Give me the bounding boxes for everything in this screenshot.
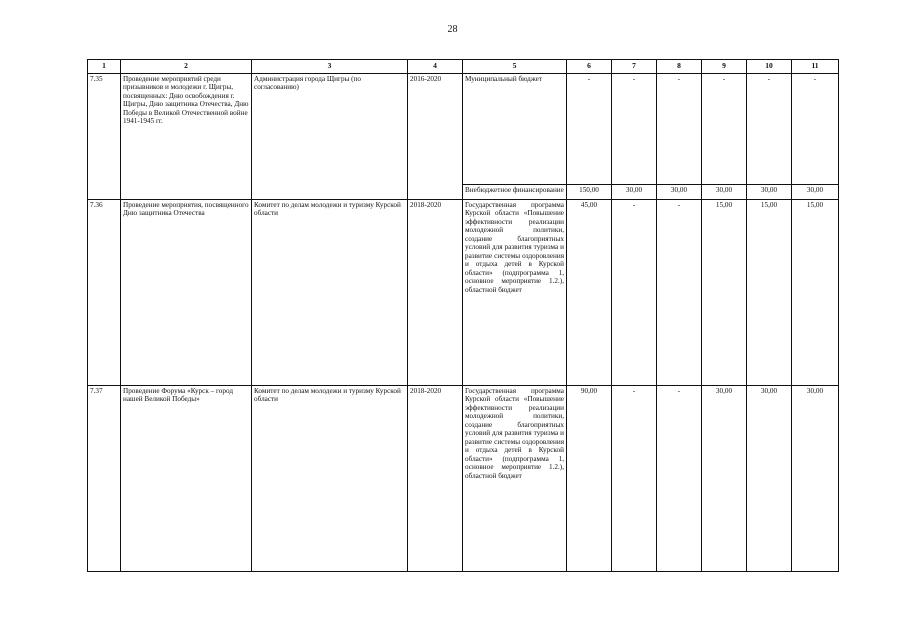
table-row xyxy=(88,386,839,572)
col-header: 10 xyxy=(747,60,792,74)
value-cell: 30,00 xyxy=(702,386,747,572)
period: 2018-2020 xyxy=(408,200,463,386)
value-cell: 30,00 xyxy=(747,386,792,572)
funding-source: Внебюджетное финансирование xyxy=(463,185,567,200)
value-cell: 30,00 xyxy=(657,185,702,200)
header-row xyxy=(88,60,839,74)
value-cell: - xyxy=(657,386,702,572)
value-cell: 30,00 xyxy=(792,386,839,572)
event-name: Проведение мероприятий среди призывников и молодежи г. Щигры, посвященных: Дню освобождения г. Щигры, Дню защитника Отечества, Дню Победы в Великой Отечественной войне 1941-1945 гг. xyxy=(121,74,252,200)
value-cell: 30,00 xyxy=(792,185,839,200)
table-row xyxy=(88,74,839,185)
funding-source: Государственная программа Курской области «Повышение эффективности реализации молодежной политики, создание благоприятных условий для развития туризма и развитие системы оздоровления и отдыха детей в Курской области» (подпрограмма 1, основное мероприятие 1.2.), областной бюджет xyxy=(463,386,567,572)
value-cell: 15,00 xyxy=(792,200,839,386)
col-header: 8 xyxy=(657,60,702,74)
value-cell: 15,00 xyxy=(702,200,747,386)
executor: Комитет по делам молодежи и туризму Курской области xyxy=(252,386,408,572)
value-cell: - xyxy=(657,200,702,386)
event-name: Проведение мероприятия, посвященного Дню защитника Отечества xyxy=(121,200,252,386)
col-header: 9 xyxy=(702,60,747,74)
col-header: 3 xyxy=(252,60,408,74)
value-cell: 90,00 xyxy=(567,386,612,572)
program-table xyxy=(87,59,839,572)
event-name: Проведение Форума «Курск – город нашей Великой Победы» xyxy=(121,386,252,572)
value-cell: - xyxy=(612,200,657,386)
page-number: 28 xyxy=(447,24,458,35)
value-cell: 30,00 xyxy=(702,185,747,200)
value-cell: 45,00 xyxy=(567,200,612,386)
col-header: 5 xyxy=(463,60,567,74)
col-header: 6 xyxy=(567,60,612,74)
executor: Комитет по делам молодежи и туризму Курской области xyxy=(252,200,408,386)
funding-source: Государственная программа Курской области «Повышение эффективности реализации молодежной политики, создание благоприятных условий для развития туризма и развитие системы оздоровления и отдыха детей в Курской области» (подпрограмма 1, основное мероприятие 1.2.), областной бюджет xyxy=(463,200,567,386)
row-number: 7.35 xyxy=(88,74,121,200)
col-header: 7 xyxy=(612,60,657,74)
value-cell: - xyxy=(657,74,702,185)
value-cell: - xyxy=(567,74,612,185)
table-row xyxy=(88,200,839,386)
col-header: 4 xyxy=(408,60,463,74)
col-header: 11 xyxy=(792,60,839,74)
value-cell: 15,00 xyxy=(747,200,792,386)
period: 2018-2020 xyxy=(408,386,463,572)
period: 2016-2020 xyxy=(408,74,463,200)
col-header: 2 xyxy=(121,60,252,74)
value-cell: 30,00 xyxy=(747,185,792,200)
col-header: 1 xyxy=(88,60,121,74)
value-cell: 150,00 xyxy=(567,185,612,200)
funding-source: Муниципальный бюджет xyxy=(463,74,567,185)
row-number: 7.36 xyxy=(88,200,121,386)
value-cell: - xyxy=(612,386,657,572)
value-cell: - xyxy=(792,74,839,185)
value-cell: 30,00 xyxy=(612,185,657,200)
value-cell: - xyxy=(612,74,657,185)
executor: Администрация города Щигры (по согласованию) xyxy=(252,74,408,200)
value-cell: - xyxy=(747,74,792,185)
row-number: 7.37 xyxy=(88,386,121,572)
value-cell: - xyxy=(702,74,747,185)
